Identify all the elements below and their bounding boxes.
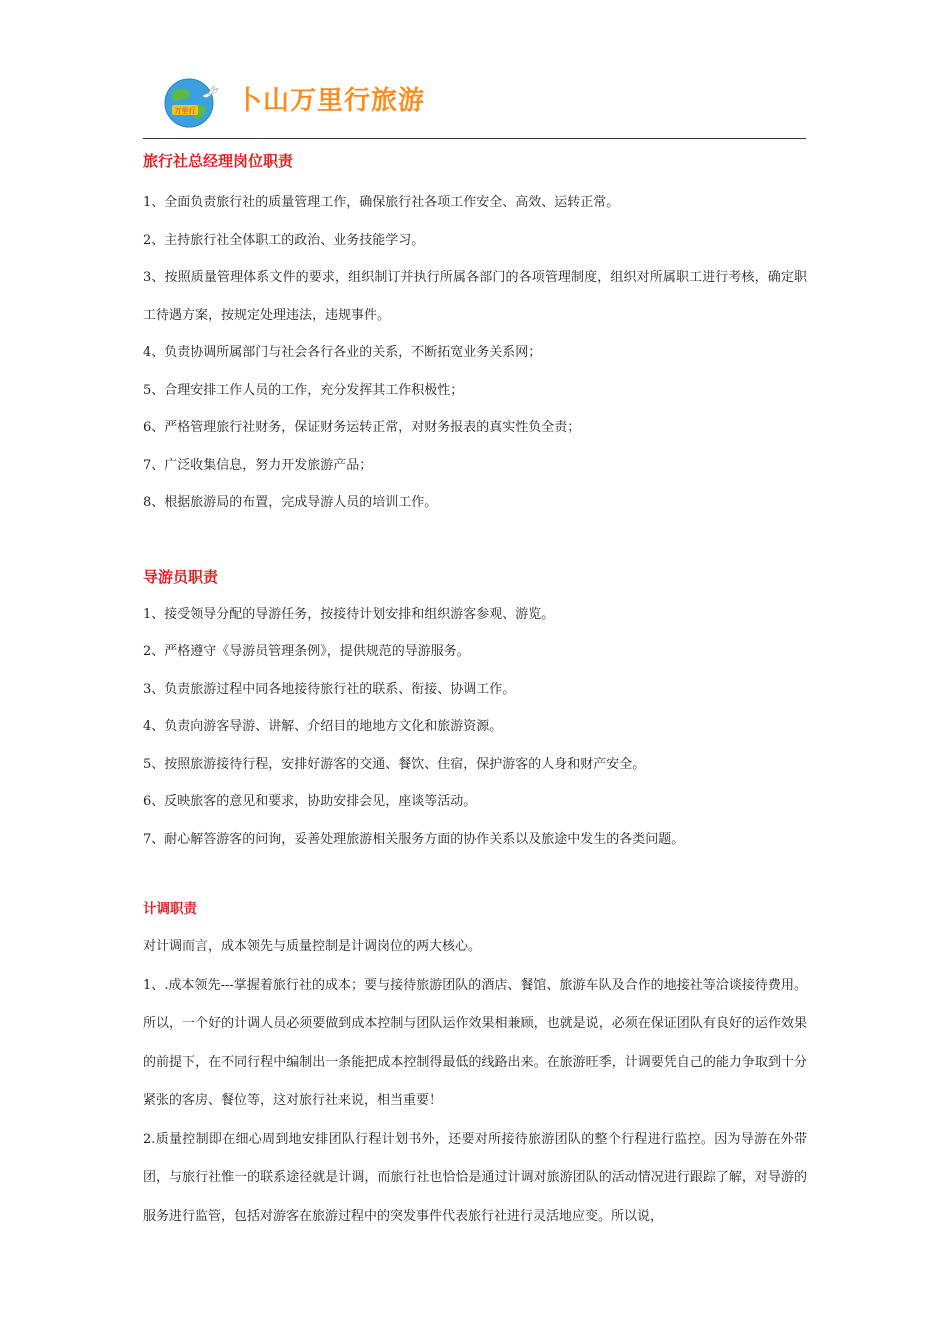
list-item: 2、主持旅行社全体职工的政治、业务技能学习。 — [143, 232, 425, 248]
header-divider — [143, 138, 806, 139]
list-item: 7、耐心解答游客的问询，妥善处理旅游相关服务方面的协作关系以及旅途中发生的各类问题。 — [143, 831, 685, 847]
section-title-tour-guide: 导游员职责 — [143, 567, 219, 586]
list-item: 3、按照质量管理体系文件的要求，组织制订并执行所属各部门的各项管理制度，组织对所属职工进行考核，确定职工待遇方案，按规定处理违法，违规事件。 — [143, 270, 807, 323]
globe-airplane-logo-icon — [158, 76, 220, 130]
list-item: 3、负责旅游过程中同各地接待旅行社的联系、衔接、协调工作。 — [143, 681, 516, 697]
list-item: 2、严格遵守《导游员管理条例》，提供规范的导游服务。 — [143, 644, 470, 659]
section-title-planner: 计调职责 — [143, 901, 197, 917]
list-item: 对计调而言，成本领先与质量控制是计调岗位的两大核心。 — [143, 939, 482, 954]
list-item: 6、严格管理旅行社财务，保证财务运转正常，对财务报表的真实性负全责； — [143, 420, 581, 435]
logo-badge: 万里行 — [174, 107, 196, 115]
list-item: 2.质量控制即在细心周到地安排团队行程计划书外，还要对所接待旅游团队的整个行程进行监控。因为导游在外带团，与旅行社惟一的联系途径就是计调，而旅行社也恰恰是通过计调对旅游团队的活动情况进行跟踪了解，对导游的服务进行监管，包括对游客在旅游过程中的突发事件代表旅行社进行灵活地应变。所以说， — [143, 1131, 807, 1224]
list-item: 7、广泛收集信息，努力开发旅游产品； — [143, 457, 373, 473]
section-title-general-manager: 旅行社总经理岗位职责 — [143, 152, 294, 170]
document-header — [158, 68, 808, 132]
list-item: 5、按照旅游接待行程，安排好游客的交通、餐饮、住宿，保护游客的人身和财产安全。 — [143, 756, 646, 772]
list-item: 5、合理安排工作人员的工作，充分发挥其工作积极性； — [143, 382, 464, 398]
list-item: 1、全面负责旅行社的质量管理工作，确保旅行社各项工作安全、高效、运转正常。 — [143, 195, 620, 210]
list-item: 1、.成本领先---掌握着旅行社的成本；要与接待旅游团队的酒店、餐馆、旅游车队及合作的地接社等洽谈接待费用。所以，一个好的计调人员必须要做到成本控制与团队运作效果相兼顾，也就是说，必须在保证团队有良好的运作效果的前提下，在不同行程中编制出一条能把成本控制得最低的线路出来。在旅游旺季，计调要凭自己的能力争取到十分紧张的客房、餐位等，这对旅行社来说，相当重要！ — [143, 977, 807, 1108]
logo-text: 卜山万里行旅游 — [236, 86, 426, 116]
list-item: 4、负责协调所属部门与社会各行各业的关系，不断拓宽业务关系网； — [143, 345, 542, 360]
list-item: 4、负责向游客导游、讲解、介绍目的地地方文化和旅游资源。 — [143, 719, 503, 734]
document-body — [143, 148, 807, 1236]
list-item: 8、根据旅游局的布置，完成导游人员的培训工作。 — [143, 495, 438, 510]
list-item: 6、反映旅客的意见和要求，协助安排会见，座谈等活动。 — [143, 794, 477, 809]
list-item: 1、接受领导分配的导游任务，按接待计划安排和组织游客参观、游览。 — [143, 606, 555, 622]
